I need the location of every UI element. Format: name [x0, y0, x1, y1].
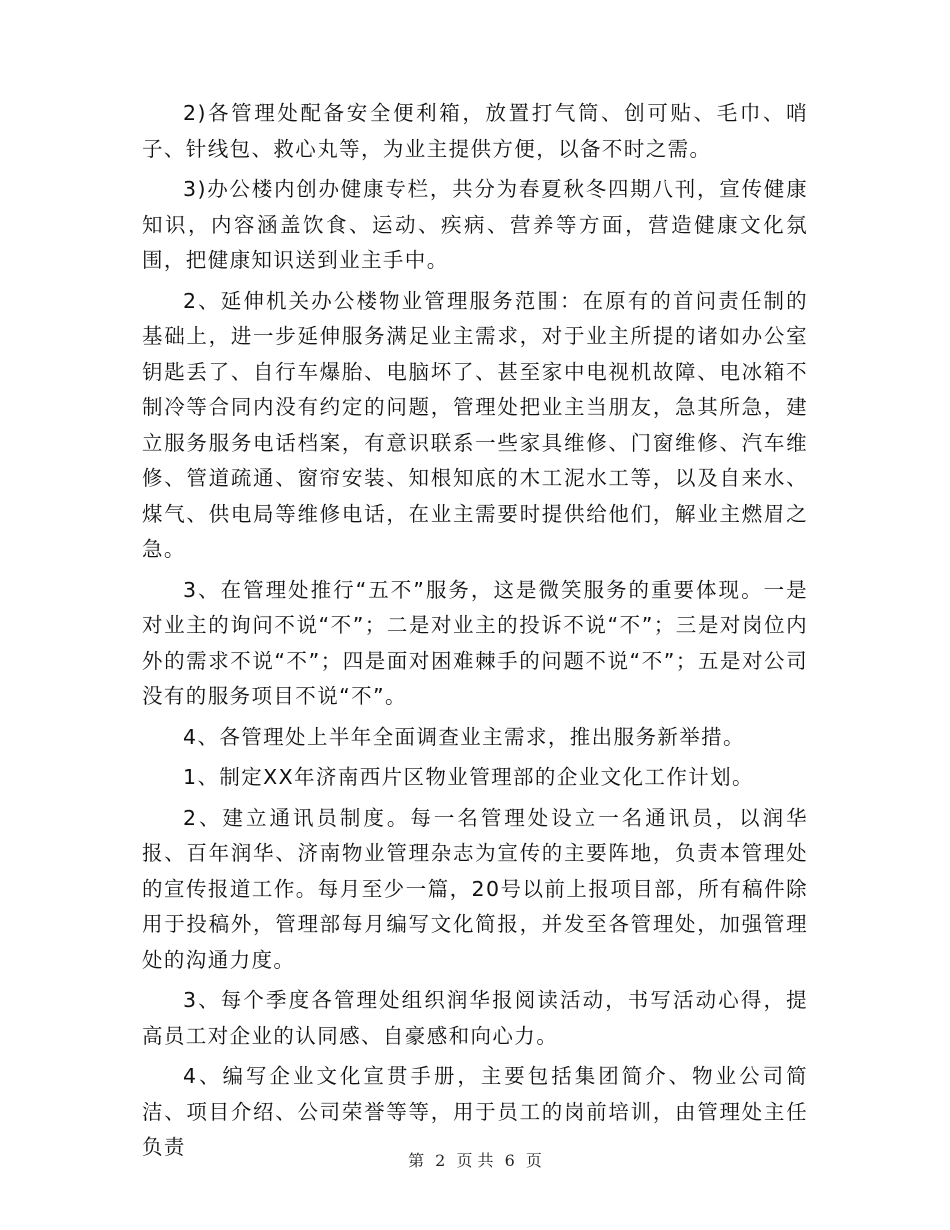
footer-middle: 页 共: [456, 1151, 494, 1170]
paragraph: 3)办公楼内创办健康专栏，共分为春夏秋冬四期八刊，宣传健康知识，内容涵盖饮食、运动、疾病、营养等方面，营造健康文化氛围，把健康知识送到业主手中。: [142, 177, 808, 272]
paragraph: 2、建立通讯员制度。每一名管理处设立一名通讯员，以润华报、百年润华、济南物业管理杂志为宣传的主要阵地，负责本管理处的宣传报道工作。每月至少一篇，20号以前上报项目部，所有稿件除用于投稿外，管理部每月编写文化简报，并发至各管理处，加强管理处的沟通力度。: [142, 805, 808, 972]
paragraph: 3、每个季度各管理处组织润华报阅读活动，书写活动心得，提高员工对企业的认同感、自豪感和向心力。: [142, 988, 808, 1048]
paragraph: 2、延伸机关办公楼物业管理服务范围：在原有的首问责任制的基础上，进一步延伸服务满足业主需求，对于业主所提的诸如办公室钥匙丢了、自行车爆胎、电脑坏了、甚至家中电视机故障、电冰箱不制冷等合同内没有约定的问题，管理处把业主当朋友，急其所急，建立服务服务电话档案，有意识联系一些家具维修、门窗维修、汽车维修、管道疏通、窗帘安装、知根知底的木工泥水工等，以及自来水、煤气、供电局等维修电话，在业主需要时提供给他们，解业主燃眉之急。: [142, 288, 808, 561]
paragraph: 3、在管理处推行“五不”服务，这是微笑服务的重要体现。一是对业主的询问不说“不”；二是对业主的投诉不说“不”；三是对岗位内外的需求不说“不”；四是面对困难棘手的问题不说“不”；五是对公司没有的服务项目不说“不”。: [142, 577, 808, 708]
paragraph: 1、制定XX年济南西片区物业管理部的企业文化工作计划。: [183, 765, 754, 789]
current-page-number: 2: [435, 1151, 446, 1170]
paragraph: 4、各管理处上半年全面调查业主需求，推出服务新举措。: [183, 724, 745, 749]
paragraph: 2)各管理处配备安全便利箱，放置打气筒、创可贴、毛巾、哨子、针线包、救心丸等，为业主提供方便，以备不时之需。: [142, 101, 808, 161]
total-page-count: 6: [504, 1151, 515, 1170]
footer-prefix: 第: [408, 1151, 425, 1170]
footer-suffix: 页: [525, 1151, 542, 1170]
document-body: [142, 96, 808, 1171]
paragraph: 4、编写企业文化宣贯手册，主要包括集团简介、物业公司简洁、项目介绍、公司荣誉等等，用于员工的岗前培训，由管理处主任负责: [142, 1064, 808, 1159]
page-footer: [0, 1150, 950, 1172]
